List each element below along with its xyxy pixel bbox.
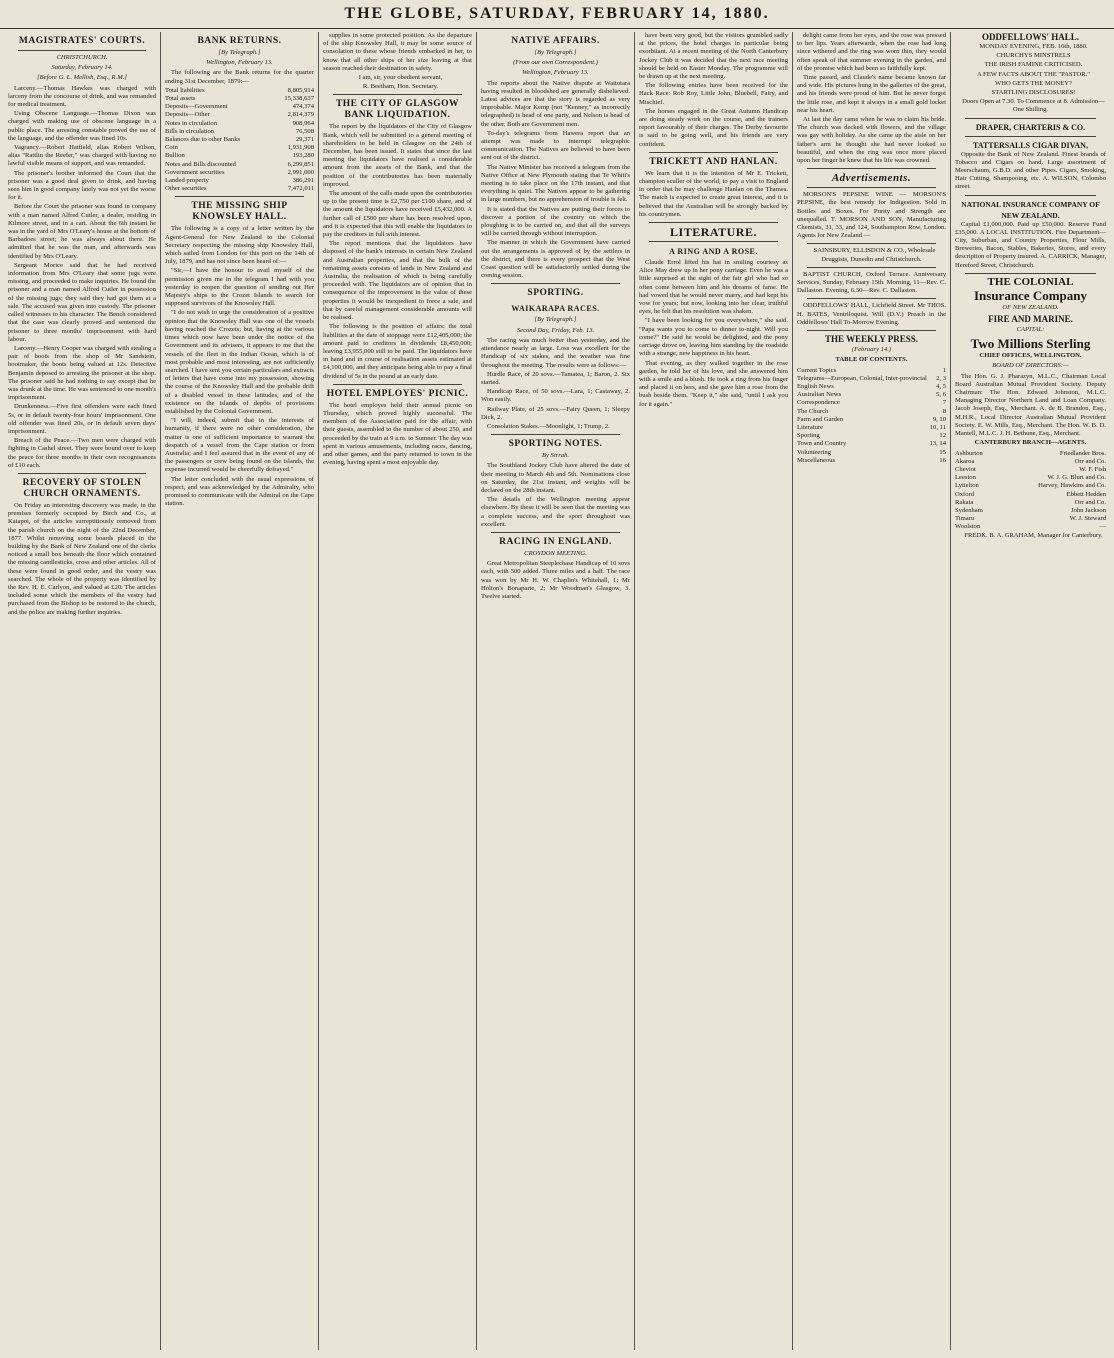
column-6: [793, 32, 951, 1350]
table-cell-value: 2,991,000: [287, 168, 314, 176]
toc-heading: TABLE OF CONTENTS.: [835, 356, 908, 364]
table-row: [955, 507, 1106, 515]
toc-page: 12: [939, 432, 946, 440]
article-paragraph: have been very good, but the visitors grumbled sadly at the prices, the hotel charges in particular being exorbitant. At a recent meeting of the North Canterbury Jockey Club it was decided that the next race meeting should be held on Easter Monday. The programme will be drawn up at the next meeting.: [639, 32, 788, 81]
advertisement: BAPTIST CHURCH, Oxford Terrace. Anniversary Services, Sunday, February 15th. Morning, 11—Rev. C. Dallaston. Evening, 6.30—Rev. C. Dallaston.: [797, 270, 946, 295]
table-cell-value: 474,374: [292, 103, 314, 111]
article-paragraph: The letter concluded with the usual expressions of respect, and was acknowledged by the Admiralty, who promised to communicate with the Admiral on the Cape station.: [165, 475, 314, 508]
toc-page: 7: [942, 399, 946, 407]
agent-town: Oxford: [955, 490, 975, 498]
divider: [807, 298, 936, 299]
heading-advertisements: Advertisements.: [831, 172, 912, 185]
article-paragraph: "Sir,—I have the honour to avail myself of the permission given me in the telegram I had with you yesterday to reopen the question of sending out Her Majesty's ships to the Crozet Islands to search for supposed survivors of the Knowsley Hall.: [165, 267, 314, 308]
article-paragraph: The Southland Jockey Club have altered the date of their meeting to March 4th and 5th. Nominations close on Saturday, the 21st instant, and weights will be declared on the 28th instant.: [481, 462, 630, 494]
manager-footer: FREDK. B. A. GRAHAM, Manager for Canterbury.: [964, 531, 1103, 539]
toc-entry: Current Topics: [797, 366, 837, 374]
table-cell-label: Notes and Bills discounted: [165, 160, 236, 168]
table-row: [797, 408, 946, 416]
table-cell-label: Landed property: [165, 177, 209, 185]
divider: [649, 152, 778, 153]
article-paragraph: The report by the liquidators of the City of Glasgow Bank, which will be submitted to a general meeting of shareholders to be held in Glasgow on the 24th of December, has been issued. It states that since the last meeting the liquidators have realised a considerable amount from the assets of the Bank, and that the position of the contributories has been materially improved.: [323, 123, 472, 188]
divider: [18, 50, 146, 51]
table-row: [797, 432, 946, 440]
agent-name: John Jackson: [1071, 506, 1106, 514]
insurance-company-heading: Insurance Company: [973, 287, 1088, 303]
draper-charteris-heading: DRAPER, CHARTERIS & CO.: [975, 122, 1086, 132]
ad-line: WHO GETS THE MONEY?: [995, 79, 1072, 87]
advertisement: SAINSBURY, ELLISDON & CO., Wholesale Druggists, Dunedin and Christchurch.: [813, 247, 936, 263]
table-row: [955, 466, 1106, 474]
article-paragraph: The prisoner's brother informed the Court that the prisoner was a good deal given to drink, and having seen him in good company lately was not yet the worse for it.: [8, 169, 156, 202]
divider: [175, 196, 304, 197]
table-cell-value: 1,931,908: [287, 144, 314, 152]
table-cell-value: 386,291: [292, 177, 314, 185]
article-paragraph: The hotel employes held their annual picnic on Thursday, which proved highly successful. The members of the Association paid for the affair, with their guests, assembled to the number of about 250, and proceeded by the train at 9 a.m. to Sumner. The day was spent in various amusements, including races, dancing, and other games, and the party returned to town in the evening, having spent a most enjoyable day.: [323, 401, 472, 467]
table-cell-label: Balances due to other Banks: [165, 136, 241, 144]
race-result: Railway Plate, of 25 sovs.—Fairy Queen, 1; Sleepy Dick, 2.: [481, 405, 630, 421]
subheading-location: CHRISTCHURCH.: [56, 54, 108, 61]
article-paragraph: Time passed, and Claude's name became known far and wide. His pictures hung in the galleries of the great, and his friends were proud of him. But he never forgot the little rose, and kept it always in a small gold locket near his heart.: [797, 74, 946, 114]
table-of-contents: [797, 367, 946, 465]
divider: [333, 384, 462, 385]
article-paragraph: The racing was much better than yesterday, and the attendance nearly as large. Loss was excellent for the Handicap of six stakes, and the weather was fine throughout the meeting. The results were as follows:—: [481, 336, 630, 369]
article-paragraph: To-day's telegrams from Hawera report that an attempt was made to interrupt telegraphic communication. The Natives are believed to have been sent out of the district.: [481, 129, 630, 162]
toc-entry: Literature: [797, 423, 823, 431]
column-5: [635, 32, 793, 1350]
masthead: THE GLOBE, SATURDAY, FEBRUARY 14, 1880.: [0, 0, 1114, 29]
divider: [333, 94, 462, 95]
subheading-telegraph: [By Telegraph.]: [534, 316, 577, 324]
advertisement: ODDFELLOWS' HALL, Lichfield Street. Mr THOS. H. BATES, Ventriloquist. Will (D.V.) Preach in the Oddfellows' Hall To-Morrow Evening.: [797, 302, 946, 326]
agent-name: Friedlander Bros.: [1059, 449, 1106, 457]
column-7: [951, 32, 1110, 1350]
article-paragraph: Vagrancy.—Robert Hatfield, alias Robert Wilson, alias "Rattlin the Reefer," was charged with having no lawful visible means of support, and was remanded.: [8, 144, 156, 168]
heading-sporting: SPORTING.: [527, 288, 584, 299]
divider: [649, 222, 778, 223]
table-row: [955, 474, 1106, 482]
subheading-correspondent: (From our own Correspondent.): [513, 59, 598, 67]
article-paragraph: supplies in some protected position. As the departure of the ship Knowsley Hall, it may be some source of consolation to these whose friends embarked in her, to know that all other ships of her size leaving at that season reached their destination in safety.: [323, 32, 472, 72]
heading-trickett-hanlan: TRICKETT AND HANLAN.: [649, 156, 778, 167]
agent-town: Lyttelton: [955, 482, 979, 490]
weekly-press-title: THE WEEKLY PRESS.: [825, 334, 918, 345]
table-cell-value: 908,964: [292, 119, 314, 127]
toc-page: 5, 6: [936, 391, 946, 399]
ad-text: Capital £1,000,000. Paid up £50,000. Reserve Fund £35,000. A LOCAL INSTITUTION. Fire Department—City, Suburban, and Country Properties, Flour Mills, Breweries, Bacon, Stables, Bakeries, Stores, and every description of Property insured. A. CARRICK, Manager, Hereford Street, Christchurch.: [955, 220, 1106, 269]
table-row: [165, 144, 314, 152]
table-row: [955, 450, 1106, 458]
agent-town: Timaru: [955, 515, 975, 523]
article-paragraph: The report mentions that the liquidators have disposed of the bank's interests in certain New Zealand and Australian properties, and that the bulk of the remaining assets consists of lands in New Zealand and Australia, the realisation of which is being carefully proceeded with. The liquidators are of opinion that in consequence of the improvement in the value of these properties it would be inexpedient to force a sale, and that by careful management considerable amounts will be realised.: [323, 240, 472, 322]
article-paragraph: The horses engaged in the Great Autumn Handicap are doing steady work on the course, and the trainers report favourably of their charges. The Derby favourite is said to be going well, and his friends are very confident.: [639, 107, 788, 148]
divider: [807, 267, 936, 268]
table-cell-value: 193,280: [292, 152, 314, 160]
toc-entry: Miscellaneous: [797, 456, 836, 464]
toc-page: 13, 14: [929, 440, 946, 448]
table-row: [165, 185, 314, 193]
ad-line: A FEW FACTS ABOUT THE "PASTOR.": [977, 70, 1090, 78]
table-cell-label: Bullion: [165, 152, 185, 160]
signature-line: R. Beetham, Hon. Secretary.: [362, 83, 439, 91]
table-cell-label: Coin: [165, 144, 178, 152]
table-row: [955, 458, 1106, 466]
table-row: [955, 515, 1106, 523]
agent-name: W. J. Steward: [1069, 515, 1106, 523]
article-paragraph: The following are the Bank returns for the quarter ending 31st December, 1879:—: [165, 69, 314, 85]
table-cell-value: 29,371: [295, 136, 314, 144]
divider: [807, 243, 936, 244]
ad-line: STARTLING DISCLOSURES!: [991, 89, 1076, 97]
heading-literature: LITERATURE.: [670, 225, 757, 240]
subheading-croydon: CROYDON MEETING.: [524, 549, 587, 557]
table-row: [165, 152, 314, 160]
column-2: [161, 32, 319, 1350]
divider: [807, 330, 936, 331]
table-row: [955, 491, 1106, 499]
subheading-dateline: Wellington, February 13.: [206, 59, 273, 67]
article-paragraph: We learn that it is the intention of Mr E. Trickett, champion sculler of the world, to pay a visit to England in order that he may challenge Hanlan on the Thames. The match is expected to create great interest, and it is believed that the Australian will be strongly backed by his countrymen.: [639, 169, 788, 218]
ad-line: CHURCHYS MINSTRELS: [996, 52, 1071, 60]
article-paragraph: On Friday an interesting discovery was made, in the premises formerly occupied by Birch and Co., at Kaiapoi, of the articles surreptitiously removed from the parish church on the night of the 22nd December, 1877. Whilst removing some boards placed in the building by the Bank of New Zealand one of the clerks noticed a small box beneath the floor which contained the missing candlesticks, cross and other articles. All of these were found in good order, and the vestry was searched. The whole of the property was identified by the Rev. H. E. Carlyon, and valued at £20. The articles included some which the members of the vestry had purchased from the Bishop to be restored to the church, and the police are making further inquiries.: [8, 501, 156, 616]
table-cell-label: Bills in circulation: [165, 127, 215, 135]
advertisement: MORSON'S PEPSINE WINE — MORSON'S PEPSINE, the best remedy for Indigestion. Sold in Bottles and Boxes. For Purity and Strength are unequalled. T. MORSON AND SON, Manufacturing Chemists, 31, 33, and 124, Southampton Row, London. Agents for New Zealand —: [797, 191, 946, 240]
divider: [807, 168, 936, 169]
subheading-dateline: Wellington, February 13.: [522, 69, 589, 77]
table-cell-value: 7,472,011: [287, 185, 314, 193]
toc-entry: English News: [797, 382, 834, 390]
toc-page: 10, 11: [929, 423, 946, 431]
table-cell-label: Notes in circulation: [165, 119, 218, 127]
toc-entry: Town and Country: [797, 440, 847, 448]
agent-name: Harvey, Hawkins and Co.: [1038, 482, 1106, 490]
toc-entry: Sporting: [797, 432, 820, 440]
heading-native-affairs: NATIVE AFFAIRS.: [511, 36, 600, 46]
heading-waikarapa-races: WAIKARAPA RACES.: [511, 304, 600, 314]
table-row: [165, 177, 314, 185]
table-row: [165, 111, 314, 119]
article-paragraph: The following is the position of affairs: the total liabilities at the date of stoppage were £12,405,000; the amount paid to creditors in dividends £8,450,000; leaving £3,955,000 still to be paid. The liquidators have in hand and in course of realisation assets estimated at £4,100,000, and they anticipate being able to pay a final dividend of 5s in the pound at an early date.: [323, 323, 472, 380]
divider: [965, 273, 1096, 274]
table-row: [165, 95, 314, 103]
table-cell-value: 76,508: [295, 127, 314, 135]
article-paragraph: "I have been looking for you everywhere," she said. "Papa wants you to come to dinner to-night. Will you come?" He said he would be delighted, and the pony carriage drove on, leaving him standing by the roadside with a strange, new happiness in his heart.: [639, 317, 788, 358]
article-paragraph: The reports about the Native dispute at Waitotara having resulted in bloodshed are generally disbelieved. Latest advices are that the story is regarded as very improbable. Major Kemp (not "Kenney," as incorrectly telegraphed) is head of one party, and Nelson is head of the other. Both are Government men.: [481, 79, 630, 128]
heading-stolen-ornaments: RECOVERY OF STOLEN CHURCH ORNAMENTS.: [22, 477, 142, 499]
table-row: [165, 128, 314, 136]
divider: [965, 195, 1096, 196]
article-paragraph: Sergeant Morice said that he had received information from Mrs O'Leary that some jugs were missing, and proceeded to make inquiries. He found the prisoner and a man named Alfred Cutler in possession of the missing jugs; they said they had got them at a sale. The accused was given into custody. The prisoner called witnesses to his character. The Bench considered that the case was clearly proved and sentenced the prisoner to three months' imprisonment with hard labour.: [8, 261, 156, 343]
table-cell-label: Government securities: [165, 168, 225, 176]
agent-name: Orr and Co.: [1074, 498, 1106, 506]
agent-town: Cheviot: [955, 465, 976, 473]
heading-hotel-picnic: HOTEL EMPLOYES' PICNIC.: [326, 388, 469, 399]
fire-marine-heading: FIRE AND MARINE.: [988, 314, 1073, 325]
toc-entry: Farm and Garden: [797, 415, 844, 423]
agent-town: Akaroa: [955, 457, 975, 465]
toc-page: 15: [939, 448, 946, 456]
article-paragraph: The manner in which the Government have carried out the arrangements is approved of by the settlers in the district, and there is every prospect that the West Coast question will be satisfactorily settled during the coming session.: [481, 239, 630, 280]
subheading-telegraph: [By Telegraph.]: [218, 49, 261, 56]
toc-page: 1: [942, 366, 946, 374]
table-cell-label: Deposits—Government: [165, 103, 228, 111]
agent-name: W. J. G. Blurt and Co.: [1047, 474, 1106, 482]
article-paragraph: At last the day came when he was to claim his bride. The church was decked with flowers, and the village was gay with holiday. As she came up the aisle on her father's arm he thought she had never looked so beautiful, and when the ring was once more placed upon her finger he knew that his life was crowned.: [797, 116, 946, 165]
race-result: Hurdle Race, of 20 sovs.—Tamatea, 1; Baron, 2. Six started.: [481, 370, 630, 386]
table-row: [797, 416, 946, 424]
article-paragraph: Drunkenness.—Five first offenders were each fined 5s, or in default twenty-four hours' imprisonment. One old offender was fined 20s, or in default seven days' imprisonment.: [8, 403, 156, 435]
column-4: [477, 32, 635, 1350]
table-cell-label: Total liabilities: [165, 86, 205, 94]
cigar-divan-heading: TATTERSALLS CIGAR DIVAN,: [973, 140, 1088, 150]
article-paragraph: The following is a copy of a letter written by the Agent-General for New Zealand to the Colonial Secretary respecting the missing ship Knowsley Hall, which sailed from London for this port on the 14th of July, 1879, and has not since been heard of:—: [165, 225, 314, 266]
table-row: [165, 136, 314, 144]
heading-bank-returns: BANK RETURNS.: [197, 36, 282, 46]
article-paragraph: Great Metropolitan Steeplechase Handicap of 10 sovs each, with 500 added. Three miles and a half. The race was won by Mr H. W. Chaplin's Whitehall, 1; Mr Holton's Bonaparte, 2; Mr Woodman's Glasgow, 3. Twelve started.: [481, 560, 630, 600]
heading-ring-and-rose: A RING AND A ROSE.: [669, 247, 758, 257]
heading-knowsley-hall: THE MISSING SHIP KNOWSLEY HALL.: [191, 201, 288, 223]
agent-town: Ashburton: [955, 449, 983, 457]
subheading-date: Saturday, February 14.: [51, 64, 113, 72]
toc-entry: Volunteering: [797, 448, 831, 456]
article-paragraph: It is stated that the Natives are putting their forces to discover a portion of the country on which the ploughing is to be carried on, and that all the surveys will be carried through without interruption.: [481, 205, 630, 238]
ad-text: Doors Open at 7.30. To Commence at 8. Admission—One Shilling.: [962, 98, 1105, 114]
divider: [491, 434, 620, 435]
subheading-race-day: Second Day, Friday, Feb. 13.: [516, 326, 595, 334]
table-cell-value: 15,338,637: [284, 95, 314, 103]
toc-page: 4, 5: [936, 382, 946, 390]
toc-entry: Australian News: [797, 391, 842, 399]
ad-line: THE IRISH FAMINE CRITICISED.: [984, 61, 1083, 69]
table-row: [955, 482, 1106, 490]
article-paragraph: That evening, as they walked together in the rose garden, he told her of his love, and she answered him with a smile and a blush. He took a ring from his finger and placed it on hers, and she gave him a rose from the bush beside them. "Keep it," she said, "until I ask you for it again.": [639, 359, 788, 408]
divider: [649, 241, 778, 242]
subheading-of-nz: OF NEW ZEALAND.: [1002, 303, 1059, 311]
board-of-directors-label: BOARD OF DIRECTORS:—: [992, 362, 1069, 370]
divider: [965, 136, 1096, 137]
table-cell-value: 2,814,379: [287, 111, 314, 119]
national-insurance-heading: NATIONAL INSURANCE COMPANY OF NEW ZEALAND.: [961, 199, 1100, 220]
subheading-telegraph: [By Telegraph.]: [534, 49, 577, 56]
heading-glasgow-bank: THE CITY OF GLASGOW BANK LIQUIDATION.: [335, 99, 460, 121]
agent-town: Leeston: [955, 474, 976, 482]
ad-line: MONDAY EVENING, FEB. 16th, 1880.: [979, 43, 1088, 50]
table-row: [165, 87, 314, 95]
directors-list: The Hon. G. J. Pharazyn, M.L.C., Chairman Local Board Australian Mutual Provident Society. Deputy Chairman: The Hon. Edward Johnston, M.L.C. Managing Director Northern Land and Loan Company. Jacob Joseph, Esq., Merchant. A. de B. Brandon, Esq., M.H.R., Local Director Australian Mutual Provident Society. E. W. Mills, Esq., Merchant. The Hon. W. B. D. Mantell, M.L.C. J. H. Bethune, Esq., Merchant.: [955, 372, 1106, 438]
table-cell-label: Deposits—Other: [165, 111, 210, 119]
table-row: [165, 161, 314, 169]
article-paragraph: delight came from her eyes, and the rose was pressed to her lips. Years afterwards, when the rose had long since withered and the ring was worn thin, they would often speak of that summer evening in the garden, and of the promise which had been so faithfully kept.: [797, 32, 946, 72]
article-paragraph: Breach of the Peace.—Two men were charged with fighting in Cashel street. They were bound over to keep the peace for three months in their own recognisances of £10 each.: [8, 437, 156, 469]
article-paragraph: The Native Minister has received a telegram from the Native Office at New Plymouth stating that Te Whiti's meeting is to take place on the 17th instant, and that everything is quiet. The Natives appear to be gathering in large numbers, but no apprehension of trouble is felt.: [481, 163, 630, 204]
article-paragraph: I am, sir, your obedient servant,: [358, 74, 443, 82]
race-result: Handicap Race, of 50 sovs.—Lara, 1; Castaway, 2. Won easily.: [481, 388, 630, 404]
article-paragraph: The following entries have been received for the Hack Race: Rob Roy, Little John, Bluebell, Fairy, and Mischief.: [639, 82, 788, 106]
agents-table: [955, 450, 1106, 532]
weekly-press-date: (February 14.): [851, 346, 892, 354]
ad-text: Opposite the Bank of New Zealand. Finest brands of Tobacco and Cigars on hand. Large assortment of Meerschaum, G.B.D. and other Pipes. Cigars, Smoking, Hair Cutting, Shampooing, etc. A. WILSON, Colombo street.: [955, 150, 1106, 191]
article-paragraph: "I will, indeed, submit that in the interests of humanity, if there were no other consideration, the matter is one of sufficient importance to warrant the despatch of a vessel from the Cape station or from Australia; and I feel assured that in the event of any of the passengers or crew being found on the islands, the expense incurred would be cheerfully defrayed.": [165, 417, 314, 474]
article-paragraph: "I do not wish to urge the consideration of a positive opinion that the Knowsley Hall was one of the vessels having reached the Crozets; but, having at the various times which now have been under the notice of the Government and its advisers, it appears to me that the vessels of the fleet in the Indian Ocean, which is of most probable and most interesting, are not sufficiently searched. I have sent you certain particulars and extracts of letters that have come into my possession, showing the course of the Knowsley Hall and the probable drift of a disabled vessel in these latitudes, and of the existence on the islands of depôts of provisions established by the Colonial Government.: [165, 309, 314, 415]
column-3: [319, 32, 477, 1350]
toc-entry: The Church: [797, 407, 829, 415]
table-row: [955, 523, 1106, 531]
divider: [807, 187, 936, 188]
agent-town: Sydenham: [955, 506, 983, 514]
table-row: [797, 367, 946, 375]
colonial-heading: THE COLONIAL: [987, 275, 1074, 288]
toc-entry: Telegrams—European, Colonial, Inter-provincial: [797, 374, 927, 382]
table-row: [797, 391, 946, 399]
article-paragraph: Using Obscene Language.—Thomas Dixon was charged with making use of obscene language in a public place. The arresting constable proved the use of the language, and the offender was fined 10s.: [8, 110, 156, 142]
table-row: [165, 169, 314, 177]
agent-name: Ebbett Hedden: [1066, 490, 1106, 498]
table-row: [797, 449, 946, 457]
table-row: [955, 499, 1106, 507]
agent-town: Woolston: [955, 523, 981, 531]
oddfellows-hall-heading: ODDFELLOWS' HALL.: [981, 32, 1080, 42]
toc-page: 16: [939, 456, 946, 464]
article-paragraph: The amount of the calls made upon the contributories up to the present time is £2,750 per £100 share, and of the amount the liquidators have received £5,432,000. A further call of £500 per share has been resolved upon, and it is expected that this will enable the liquidators to pay the creditors in full with interest.: [323, 190, 472, 239]
article-paragraph: Larceny.—Henry Cooper was charged with stealing a pair of boots from the shop of Mr Sandstein, bootmaker, the boots being valued at 12s. Detective Benjamin deposed to arresting the prisoner at the shop. The prisoner said he had nothing to say except that he was drunk at the time. He was sentenced to one month's imprisonment.: [8, 344, 156, 402]
table-row: [165, 120, 314, 128]
table-row: [797, 399, 946, 407]
table-cell-label: Other securities: [165, 185, 207, 193]
agent-town: Rakaia: [955, 498, 974, 506]
table-row: [165, 103, 314, 111]
heading-magistrates-courts: MAGISTRATES' COURTS.: [18, 36, 146, 46]
table-row: [797, 457, 946, 465]
divider: [491, 283, 620, 284]
heading-sporting-notes: SPORTING NOTES.: [508, 439, 603, 450]
race-result: Consolation Stakes.—Moonlight, 1; Trump, 2.: [487, 422, 610, 430]
toc-page: 9, 10: [932, 415, 946, 423]
subheading-magistrate: [Before G. L. Mellish, Esq., R.M.]: [37, 74, 127, 82]
article-paragraph: The details of the Wellington meeting appear elsewhere. By these it will be seen that the meeting was a complete success, and the sport throughout was excellent.: [481, 496, 630, 528]
table-cell-label: Total assets: [165, 95, 196, 103]
capital-amount: Two Millions Sterling: [970, 336, 1091, 352]
table-row: [797, 440, 946, 448]
subheading-author: By Sirrah.: [541, 452, 570, 460]
table-row: [797, 424, 946, 432]
article-paragraph: Before the Court the prisoner was found in company with a man named Alfred Cutler, a dealer, residing in Kilmore street, and in a cart. About the 6th instant he was in the yard of Mrs O'Leary's house at the bottom of Barbadoes street; he was always about there. He admitted that he was the man, and afterwards was identified by Mrs O'Leary.: [8, 203, 156, 260]
toc-page: 8: [942, 407, 946, 415]
capital-label: CAPITAL:: [1016, 326, 1045, 334]
article-paragraph: Claude Errol lifted his hat in smiling courtesy as Alice May drew up in her pony carriage. Even he was a little surprised at the sight of the fair girl who had so often come between him and his dreams of fame. He had vowed that he would never marry, and had kept his vow for years; but now, looking into her clear, truthful eyes, he felt that his resolution was shaken.: [639, 259, 788, 316]
heading-racing-england: RACING IN ENGLAND.: [499, 536, 612, 547]
agent-name: Orr and Co.: [1074, 457, 1106, 465]
agent-name: W. F. Fish: [1079, 465, 1106, 473]
toc-page: 2, 3: [936, 374, 946, 382]
table-row: [797, 375, 946, 383]
divider: [18, 473, 146, 474]
bank-returns-table: [165, 87, 314, 194]
toc-entry: Correspondence: [797, 399, 840, 407]
chief-offices: CHIEF OFFICES, WELLINGTON.: [979, 352, 1082, 360]
table-cell-value: 8,805,914: [287, 86, 314, 94]
agents-heading: CANTERBURY BRANCH—AGENTS.: [974, 439, 1087, 447]
column-1: [4, 32, 161, 1350]
table-row: [797, 383, 946, 391]
article-paragraph: Larceny.—Thomas Hawkes was charged with larceny from the concourse of drink, and was remanded for medical treatment.: [8, 84, 156, 109]
divider: [965, 118, 1096, 119]
agent-name: —: [1099, 523, 1106, 531]
divider: [491, 532, 620, 533]
table-cell-value: 6,299,851: [287, 160, 314, 168]
